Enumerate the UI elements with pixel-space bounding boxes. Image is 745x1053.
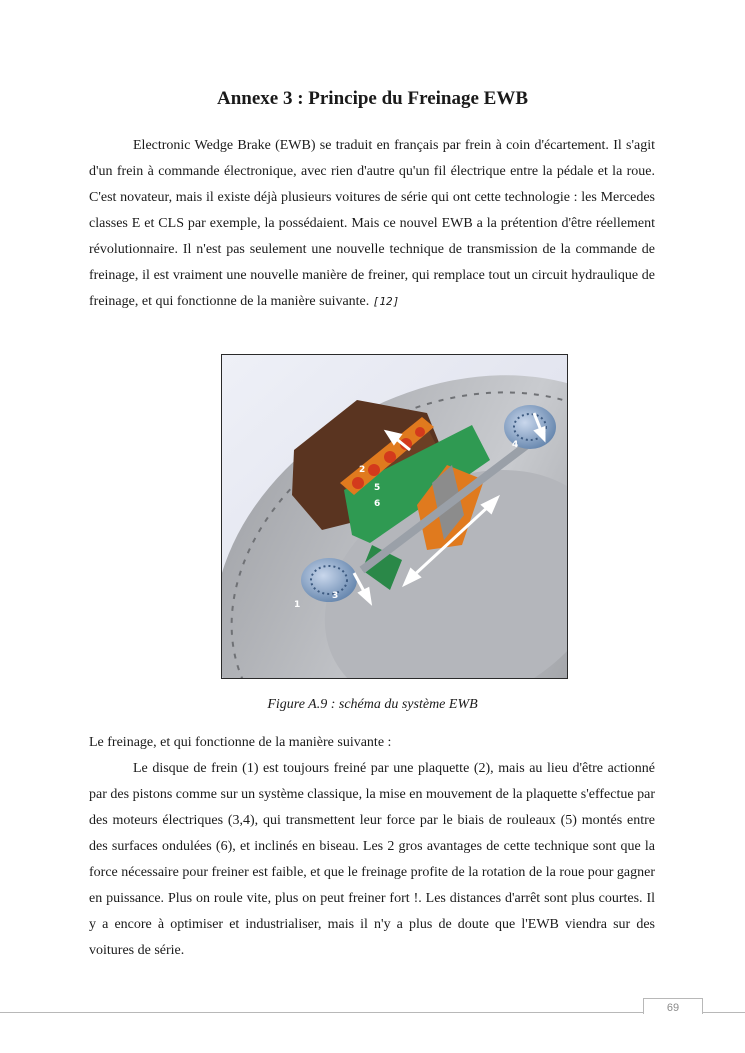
reference-citation: [12]	[372, 295, 400, 308]
footer-rule-right	[703, 1012, 745, 1013]
label-4: 4	[512, 440, 519, 450]
body-paragraph: Le disque de frein (1) est toujours freiné par une plaquette (2), mais au lieu d'être actionné par des pistons comme sur un système classique, la mise en mouvement de la plaquette s'effectue par des moteurs électriques (3,4), qui transmettent leur force par le biais de rouleaux (5) montés entre des surfaces ondulées (6), et inclinés en biseau. Les 2 gros avantages de cette technique sont que la force nécessaire pour freiner est faible, et que le freinage profite de la rotation de la roue pour gagner en puissance. Plus on roule vite, plus on peut freiner fort !. Les distances d'arrêt sont plus courtes. Il y a encore à optimiser et industrialiser, mais il n'y a plus de doute que l'EWB viendra sur des voitures de série.	[89, 761, 655, 958]
ewb-figure	[221, 354, 568, 679]
lead-line: Le freinage, et qui fonctionne de la manière suivante :	[89, 735, 392, 750]
figure-caption: Figure A.9 : schéma du système EWB	[267, 697, 478, 712]
footer-rule	[0, 1012, 643, 1013]
label-6: 6	[374, 499, 381, 509]
intro-text: Electronic Wedge Brake (EWB) se traduit en français par frein à coin d'écartement. Il s'agit d'un frein à commande électronique, avec rien d'autre qu'un fil électrique entre la pédale et la roue. C'est novateur, mais il existe déjà plusieurs voitures de série qui ont cette technologie : les Mercedes classes E et CLS par exemple, la possédaient. Mais ce nouvel EWB a la prétention d'être réellement révolutionnaire. Il n'est pas seulement une nouvelle technique de transmission de la commande de freinage, il est vraiment une nouvelle manière de freiner, qui remplace tout un circuit hydraulique de freinage, et qui fonctionne de la manière suivante.	[89, 138, 655, 309]
ewb-diagram	[222, 355, 568, 679]
label-3: 3	[332, 591, 339, 601]
label-5: 5	[374, 483, 381, 493]
motor-3	[301, 558, 357, 602]
page-title: Annexe 3 : Principe du Freinage EWB	[216, 88, 529, 109]
label-2: 2	[359, 465, 366, 475]
label-1: 1	[294, 600, 301, 610]
page-number: 69	[643, 998, 703, 1014]
intro-paragraph	[89, 133, 655, 315]
